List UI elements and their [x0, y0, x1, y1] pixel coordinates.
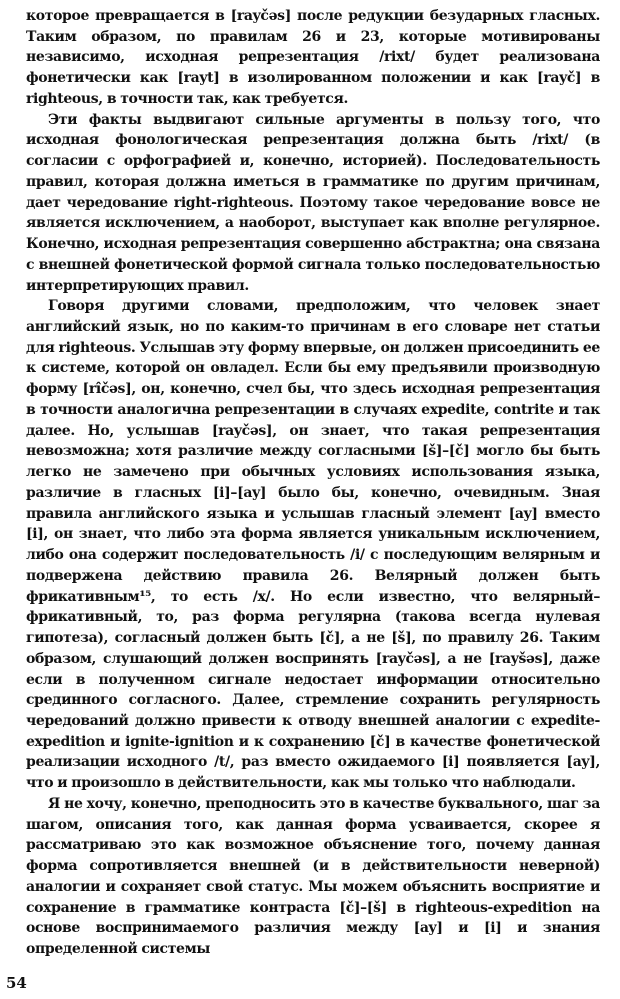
page-number: 54	[6, 974, 27, 992]
body-text	[26, 6, 600, 960]
paragraph-2: Эти факты выдвигают сильные аргументы в пользу того, что исходная фонологическая репрезентация должна быть /rixt/ (в согласии с орфографией и, конечно, историей). Последовательность правил, которая должна иметься в грамматике по другим причинам, дает чередование right-righteous. Поэтому такое чередование вовсе не является исключением, а наоборот, выступает как вполне регулярное. Конечно, исходная репрезентация совершенно абстрактна; она связана с внешней фонетической формой сигнала только последовательностью интерпретирующих правил.	[26, 111, 600, 294]
paragraph-1: которое превращается в [rayčəs] после редукции безударных гласных. Таким образом, по правилам 26 и 23, которые мотивированы независимо, исходная репрезентация /rixt/ будет реализована фонетически как [rayt] в изолированном положении и как [rayč] в righteous, в точности так, как требуется.	[26, 8, 600, 107]
paragraph-3: Говоря другими словами, предположим, что человек знает английский язык, но по каким-то причинам в его словаре нет статьи для righteous. Услышав эту форму впервые, он должен присоединить ее к системе, которой он овладел. Если бы ему предъявили производную форму [rîčəs], он, конечно, счел бы, что здесь исходная репрезентация в точности аналогична репрезентации в случаях expedite, contrite и так далее. Но, услышав [rayčəs], он знает, что такая репрезентация невозможна; хотя различие между согласными [š]–[č] могло бы быть легко не замечено при обычных условиях использования языка, различие в гласных [i]–[ay] было бы, конечно, очевидным. Зная правила английского языка и услышав гласный элемент [ay] вместо [i], он знает, что либо эта форма является уникальным исключением, либо она содержит последовательность /i/ с последующим велярным и подвержена действию правила 26. Велярный должен быть фрикативным¹⁵, то есть /x/. Но если известно, что велярный–фрикативный, то, раз форма регулярна (такова всегда нулевая гипотеза), согласный должен быть [č], а не [š], по правилу 26. Таким образом, слушающий должен воспринять [rayčəs], а не [rayšəs], даже если в полученном сигнале недостает информации относительно срединного согласного. Далее, стремление сохранить регулярность чередований должно привести к отводу внешней аналогии с expedite-expedition и ignite-ignition и к сохранению [č] в качестве фонетической реализации исходного /t/, раз вместо ожидаемого [i] появляется [ay], что и произошло в действительности, как мы только что наблюдали.	[26, 298, 600, 792]
paragraph-4: Я не хочу, конечно, преподносить это в качестве буквального, шаг за шагом, описания того, как данная форма усваивается, скорее я рассматриваю это как возможное объяснение того, почему данная форма сопротивляется внешней (и в действительности неверной) аналогии и сохраняет свой статус. Мы можем объяснить восприятие и сохранение в грамматике контраста [č]–[š] в righteous-expedition на основе воспринимаемого различия между [ay] и [i] и знания определенной системы	[26, 795, 600, 958]
